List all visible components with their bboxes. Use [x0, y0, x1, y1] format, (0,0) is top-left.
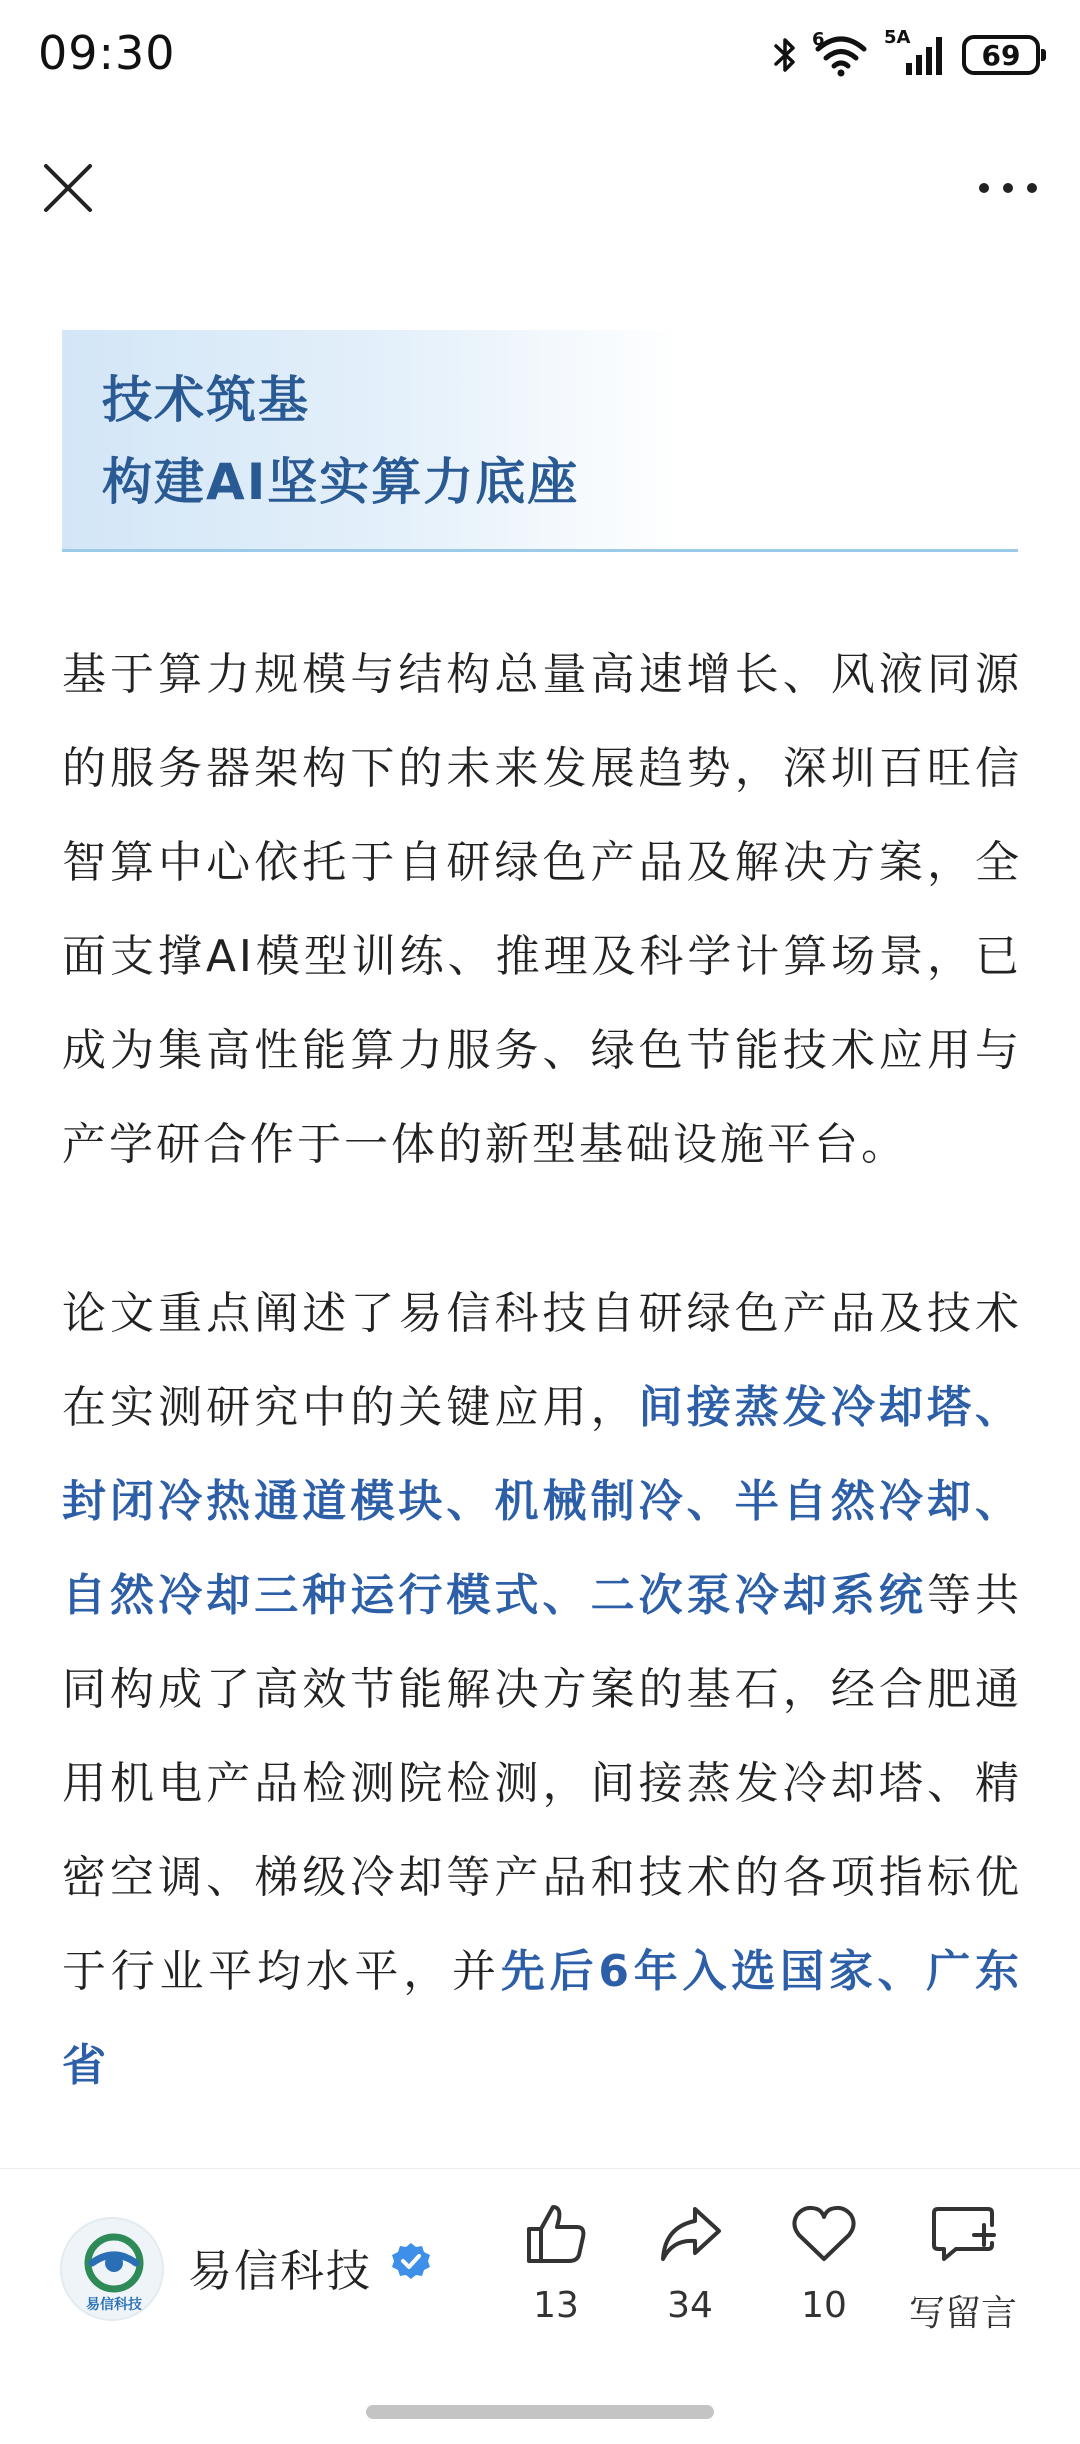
favorite-count: 10: [801, 2285, 847, 2326]
like-count: 13: [533, 2285, 579, 2326]
account-avatar[interactable]: [60, 2217, 164, 2321]
status-time: 09:30: [38, 26, 176, 80]
bottom-action-bar: [0, 2168, 1080, 2444]
home-indicator[interactable]: [366, 2405, 714, 2419]
close-icon: [40, 160, 96, 216]
paragraph-2-highlight: 间接蒸发冷却塔、封闭冷热通道模块、机械制冷、半自然冷却、自然冷却三种运行模式、二次泵冷却系统: [62, 1382, 1023, 1621]
comment-label: 写留言: [908, 2293, 1017, 2334]
like-button[interactable]: [486, 2199, 626, 2339]
paragraph-2-body: 等共同构成了高效节能解决方案的基石，经合肥通用机电产品检测院检测，间接蒸发冷却塔、精密空调、梯级冷却等产品和技术的各项指标优于行业平均水平，并: [62, 1570, 1023, 1997]
share-icon: [655, 2199, 725, 2269]
article-paragraph-1: 基于算力规模与结构总量高速增长、风液同源的服务器架构下的未来发展趋势，深圳百旺信智算中心依托于自研绿色产品及解决方案，全面支撑AI模型训练、推理及科学计算场景，已成为集高性能算力服务、绿色节能技术应用与产学研合作于一体的新型基础设施平台。: [62, 649, 1022, 1170]
write-comment-button[interactable]: [888, 2199, 1038, 2339]
signal-icon: [884, 27, 948, 77]
share-button[interactable]: [620, 2199, 760, 2339]
avatar-label: 易信科技: [86, 2297, 142, 2313]
section-title-line2: 构建AI坚实算力底座: [102, 453, 580, 511]
battery-icon: 69: [962, 35, 1040, 75]
wifi-icon: [812, 29, 870, 77]
account-name[interactable]: 易信科技: [188, 2246, 372, 2297]
bluetooth-icon: [772, 35, 798, 75]
comment-icon: [928, 2199, 998, 2269]
article-paragraph-2: [62, 1267, 1022, 2113]
section-heading-banner: [62, 330, 1018, 552]
thumbs-up-icon: [521, 2199, 591, 2269]
more-button[interactable]: [976, 170, 1040, 206]
heart-icon: [789, 2199, 859, 2269]
article-body: [62, 628, 1022, 2113]
paragraph-2-intro: 论文重点阐述了易信科技自研绿色产品及技术在实测研究中的关键应用，: [62, 1288, 1022, 1433]
more-icon: [976, 170, 1040, 206]
favorite-button[interactable]: [754, 2199, 894, 2339]
close-button[interactable]: [40, 160, 96, 216]
section-title-line1: 技术筑基: [102, 371, 310, 429]
status-bar: [0, 0, 1080, 110]
wifi-label: 6: [812, 29, 825, 50]
account-logo-icon: [62, 2219, 164, 2321]
share-count: 34: [667, 2285, 713, 2326]
network-label: 5A: [884, 27, 911, 48]
paragraph-2-tail-highlight: 先后6年入选国家、广东省: [62, 1946, 1022, 2091]
status-icons: [772, 27, 1040, 78]
verified-badge-icon: [390, 2241, 432, 2283]
